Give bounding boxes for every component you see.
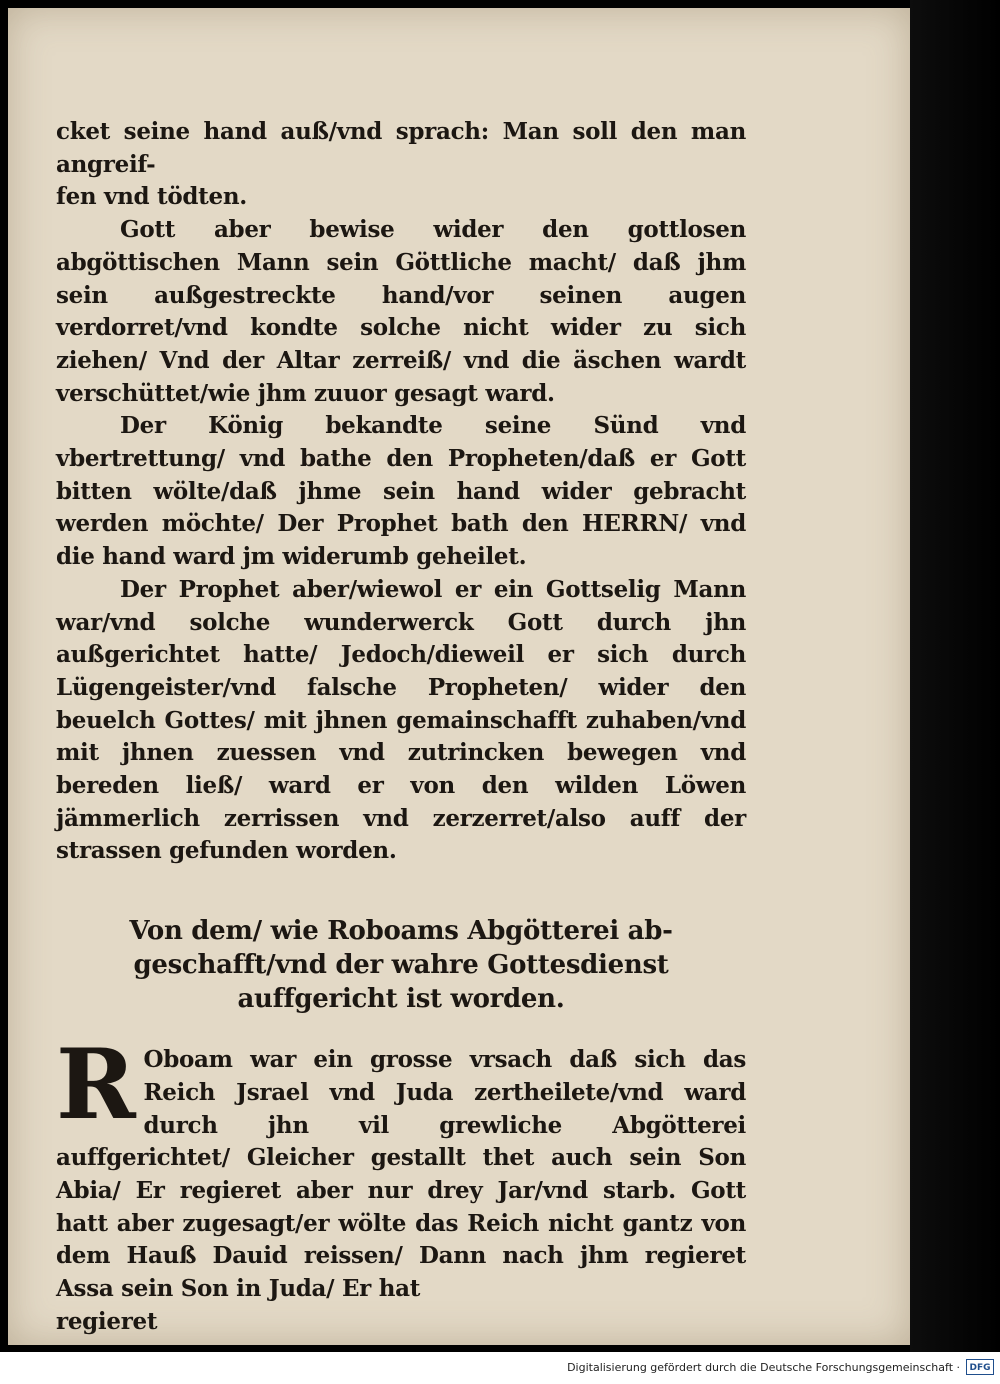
line-1: cket seine hand auß/vnd sprach: Man soll den man angreif- (56, 118, 746, 178)
page-text (56, 116, 746, 1339)
catchword: regieret (56, 1307, 158, 1335)
paragraph-3: Der König bekandte seine Sünd vnd vbertrettung/ vnd bathe den Propheten/daß er Gott bitten wölte/daß jhme sein hand wider gebracht werden möchte/ Der Prophet bath den HERRN/ vnd die hand ward jm widerumb geheilet. (56, 412, 746, 571)
paragraph-5 (56, 1028, 746, 1306)
paragraph-2: Gott aber bewise wider den gottlosen abgöttischen Mann sein Göttliche macht/ daß jhm sein außgestreckte hand/vor seinen augen verdorret/vnd kondte solche nicht wider zu sich ziehen/ Vnd der Altar zerreiß/ vnd die äschen wardt verschüttet/wie jhm zuuor gesagt ward. (56, 216, 746, 407)
footer-bar (0, 1352, 1000, 1384)
paragraph-1 (56, 116, 746, 214)
section-heading (56, 914, 746, 1016)
heading-line-1: Von dem/ wie Roboams Abgötterei ab- (129, 916, 673, 947)
heading-line-3: auffgericht ist worden. (237, 984, 565, 1015)
drop-cap-initial: R (56, 1028, 136, 1142)
heading-line-2: geschafft/vnd der wahre Gottesdienst (133, 950, 669, 981)
funding-notice: Digitalisierung gefördert durch die Deutsche Forschungsgemeinschaft · (567, 1361, 960, 1374)
paragraph-5-text: Oboam war ein grosse vrsach daß sich das Reich Jsrael vnd Juda zertheilete/vnd ward durch jhn vil grewliche Abgötterei auffgerichtet/ Gleicher gestallt thet auch sein Son Abia/ Er regieret aber nur drey Jar/vnd starb. Gott hatt aber zugesagt/er wölte das Reich nicht gantz von dem Hauß Dauid reissen/ Dann nach jhm regieret Assa sein Son in Juda/ Er hat (56, 1046, 746, 1303)
line-2: fen vnd tödten. (56, 183, 247, 211)
book-page (8, 8, 910, 1345)
dfg-logo: DFG (966, 1359, 994, 1375)
paragraph-4: Der Prophet aber/wiewol er ein Gottselig Mann war/vnd solche wunderwerck Gott durch jhn außgerichtet hatte/ Jedoch/dieweil er sich durch Lügengeister/vnd falsche Propheten/ wider den beuelch Gottes/ mit jhnen gemainschafft zuhaben/vnd mit jhnen zuessen vnd zutrincken bewegen vnd bereden ließ/ ward er von den wilden Löwen jämmerlich zerrissen vnd zerzerret/also auff der strassen gefunden worden. (56, 575, 746, 865)
book-spine-shadow (910, 0, 1000, 1352)
